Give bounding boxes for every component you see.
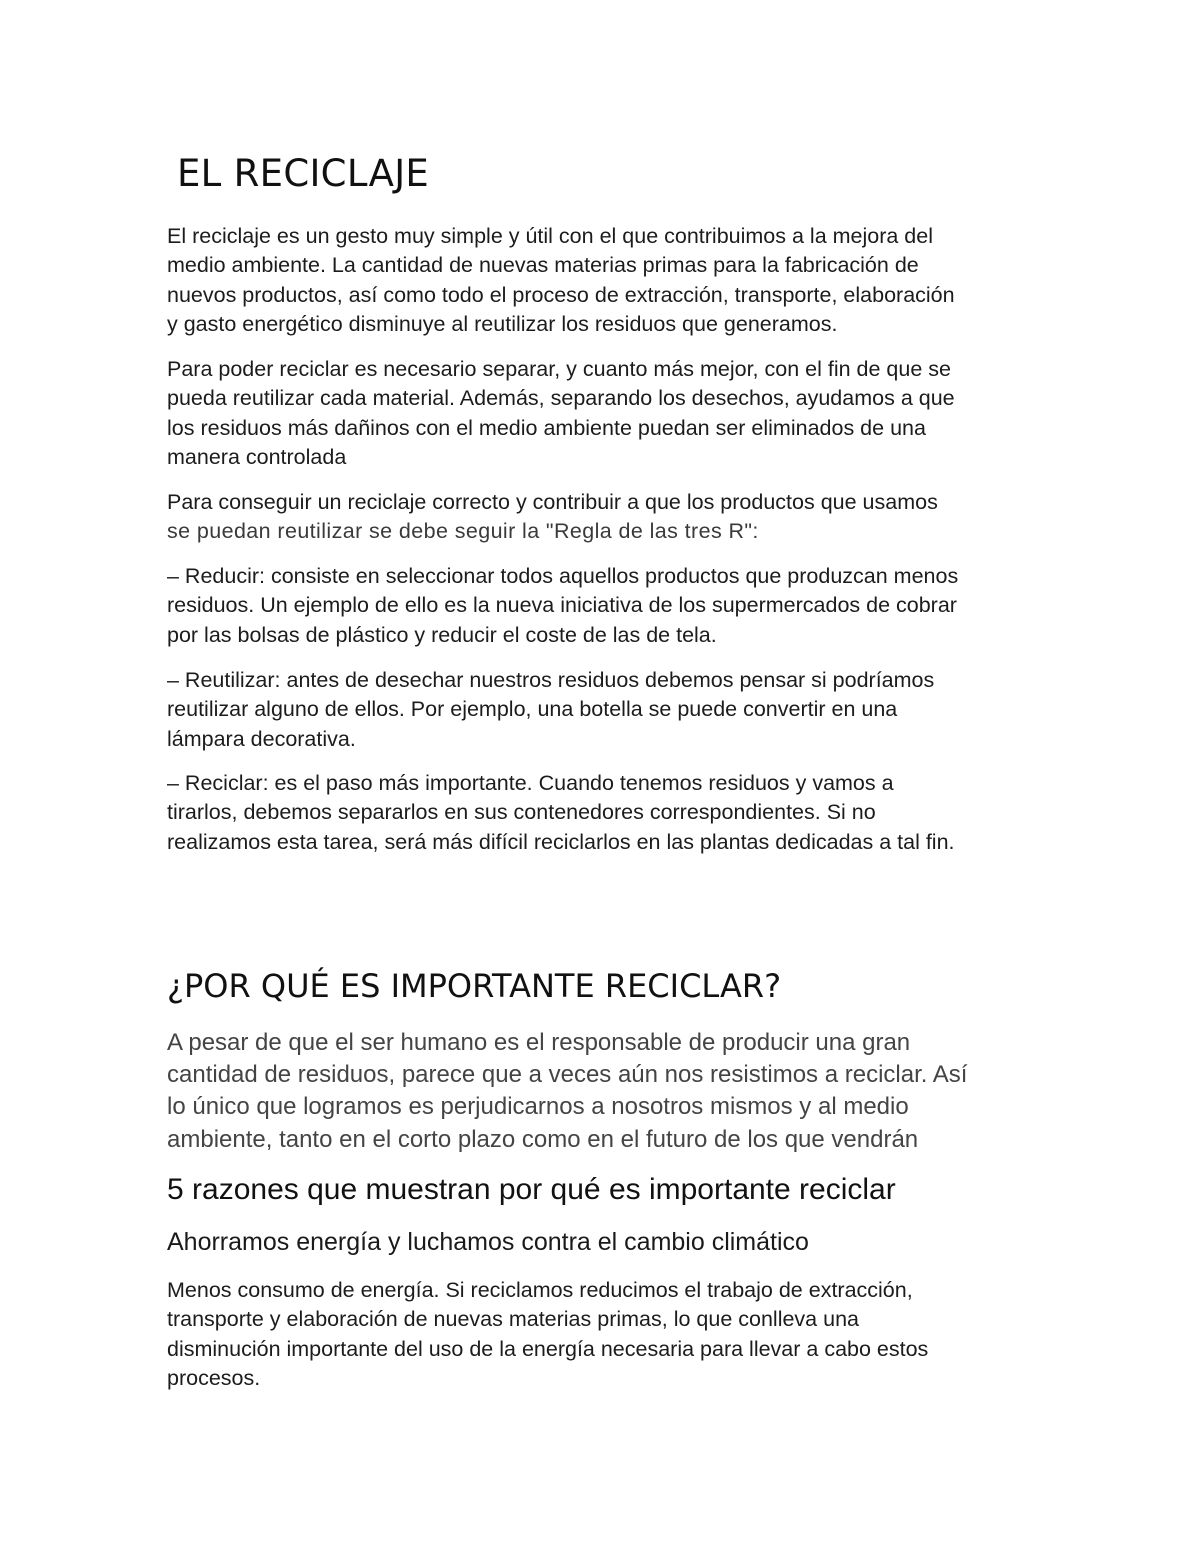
rule-intro-paragraph	[167, 488, 1047, 547]
intro-line: El reciclaje es un gesto muy simple y útil con el que contribuimos a la mejora del	[167, 224, 934, 248]
reuse-line: lámpara decorativa.	[167, 726, 356, 751]
section-title: ¿POR QUÉ ES IMPORTANTE RECICLAR?	[167, 967, 782, 1005]
separation-line: manera controlada	[167, 444, 347, 469]
reason-paragraph	[167, 1276, 1047, 1393]
separation-line: Para poder reciclar es necesario separar, y cuanto más mejor, con el fin de que se	[167, 357, 951, 381]
document-title: EL RECICLAJE	[177, 152, 430, 195]
reason-line: procesos.	[167, 1365, 261, 1390]
recycle-line: – Reciclar: es el paso más importante. Cuando tenemos residuos y vamos a	[167, 771, 894, 795]
section-intro-line: ambiente, tanto en el corto plazo como en el futuro de los que vendrán	[167, 1125, 919, 1153]
rule-intro-line: Para conseguir un reciclaje correcto y contribuir a que los productos que usamos	[167, 490, 938, 514]
section-intro-line: lo único que logramos es perjudicarnos a nosotros mismos y al medio	[167, 1093, 909, 1121]
intro-line: medio ambiente. La cantidad de nuevas materias primas para la fabricación de	[167, 253, 919, 278]
intro-line: nuevos productos, así como todo el proceso de extracción, transporte, elaboración	[167, 282, 955, 307]
recycle-line: realizamos esta tarea, será más difícil reciclarlos en las plantas dedicadas a tal fin.	[167, 829, 955, 854]
separation-paragraph	[167, 355, 1047, 472]
reduce-line: residuos. Un ejemplo de ello es la nueva iniciativa de los supermercados de cobrar	[167, 593, 957, 618]
section-intro-line: cantidad de residuos, parece que a veces aún nos resistimos a reciclar. Así	[167, 1061, 968, 1089]
separation-line: los residuos más dañinos con el medio ambiente puedan ser eliminados de una	[167, 415, 926, 440]
rule-intro-line: se puedan reutilizar se debe seguir la "Regla de las tres R":	[167, 519, 759, 544]
reduce-line: por las bolsas de plástico y reducir el coste de las de tela.	[167, 622, 717, 647]
separation-line: pueda reutilizar cada material. Además, separando los desechos, ayudamos a que	[167, 386, 955, 411]
reason-line: disminución importante del uso de la energía necesaria para llevar a cabo estos	[167, 1336, 929, 1361]
reason-heading: Ahorramos energía y luchamos contra el cambio climático	[167, 1228, 809, 1256]
reuse-line: – Reutilizar: antes de desechar nuestros residuos debemos pensar si podríamos	[167, 668, 935, 692]
recycle-paragraph	[167, 769, 1047, 857]
section-intro-line: A pesar de que el ser humano es el responsable de producir una gran	[167, 1029, 911, 1056]
reduce-paragraph	[167, 562, 1047, 650]
section-intro-paragraph	[167, 1027, 1047, 1156]
reason-line: transporte y elaboración de nuevas materias primas, lo que conlleva una	[167, 1307, 859, 1332]
recycle-line: tirarlos, debemos separarlos en sus contenedores correspondientes. Si no	[167, 800, 876, 825]
intro-paragraph	[167, 222, 1047, 339]
intro-line: y gasto energético disminuye al reutilizar los residuos que generamos.	[167, 311, 838, 336]
reduce-line: – Reducir: consiste en seleccionar todos aquellos productos que produzcan menos	[167, 564, 959, 588]
reasons-heading: 5 razones que muestran por qué es importante reciclar	[167, 1173, 896, 1206]
reason-line: Menos consumo de energía. Si reciclamos reducimos el trabajo de extracción,	[167, 1278, 913, 1302]
reuse-paragraph	[167, 666, 1047, 754]
reuse-line: reutilizar alguno de ellos. Por ejemplo, una botella se puede convertir en una	[167, 697, 898, 722]
